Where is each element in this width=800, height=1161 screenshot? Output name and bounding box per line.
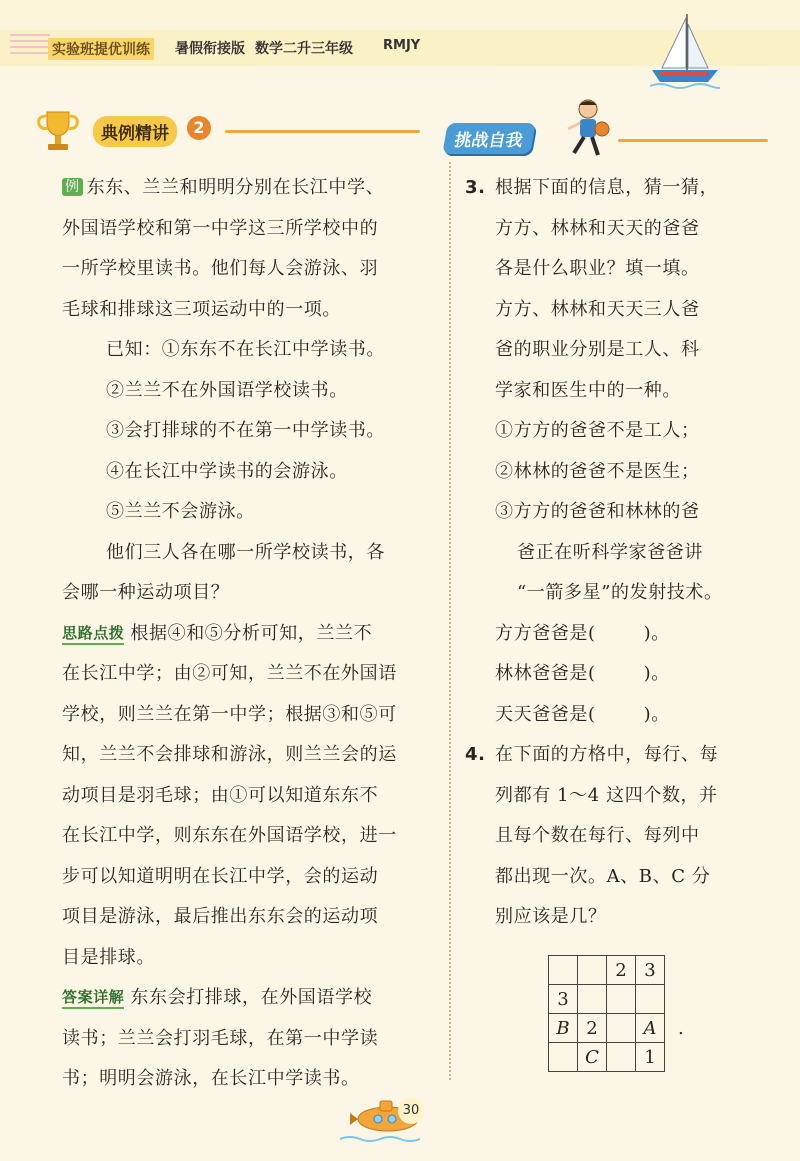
q3-clue: ③方方的爸爸和林林的爸 (495, 501, 700, 522)
q3-line: 方方、林林和天天三人爸 (495, 298, 700, 320)
grid-cell (607, 985, 636, 1014)
challenge-rule (618, 139, 768, 142)
grid-cell (607, 1014, 636, 1043)
trophy-icon (35, 108, 81, 152)
q4-line: 4. 在下面的方格中，每行、每 (465, 735, 765, 776)
grid-cell-c: C (578, 1043, 607, 1072)
grid-cell: 1 (636, 1043, 665, 1072)
grid-row (549, 956, 665, 985)
grade-label: 数学二升三年级 (255, 41, 353, 57)
grid-cell: 2 (607, 956, 636, 985)
known-condition: ③会打排球的不在第一中学读书。 (106, 420, 385, 441)
page-number: 30 (398, 1098, 424, 1124)
hint-line: 知，兰兰不会排球和游泳，则兰兰会的运 (62, 744, 397, 765)
q3-line: 学家和医生中的一种。 (495, 379, 681, 401)
example-line: 例 东东、兰兰和明明分别在长江中学、 (62, 168, 442, 209)
q4-line: 列都有 1～4 这四个数，并 (495, 784, 718, 806)
section-number: 2 (187, 116, 211, 140)
example-tag: 例 (62, 178, 83, 196)
publisher-code: RMJY (383, 38, 421, 53)
q3-fill-father-linlin: 林林爸爸是( )。 (495, 663, 670, 684)
q3-number: 3. (465, 177, 486, 198)
right-column (465, 168, 765, 938)
sailboat-icon (650, 10, 720, 90)
grid-row (549, 1014, 665, 1043)
hint-line: 项目是游泳，最后推出东东会的运动项 (62, 906, 379, 927)
grid-cell-a: A (636, 1014, 665, 1043)
grid-cell (636, 985, 665, 1014)
hint-line: 步可以知道明明在长江中学，会的运动 (62, 865, 379, 887)
grid-period: . (678, 1018, 684, 1039)
q3-line: 爸的职业分别是工人、科 (495, 339, 700, 360)
q4-line: 且每个数在每行、每列中 (495, 825, 700, 846)
example-line: 一所学校里读书。他们每人会游泳、羽 (62, 258, 379, 279)
q4-line: 别应该是几？ (495, 906, 607, 927)
grid-cell-b: B (549, 1014, 578, 1043)
q3-clue: 爸正在听科学家爸爸讲 (517, 541, 703, 563)
q3-fill-father-fangfang: 方方爸爸是( )。 (495, 622, 670, 644)
q3-line: 3. 根据下面的信息，猜一猜， (465, 168, 765, 209)
grid-cell: 3 (549, 985, 578, 1014)
answer-line: 书；明明会游泳，在长江中学读书。 (62, 1068, 360, 1089)
q3-clue: ①方方的爸爸不是工人； (495, 420, 700, 441)
known-condition: ⑤兰兰不会游泳。 (106, 501, 255, 522)
section-rule (225, 130, 420, 133)
answer-line: 读书；兰兰会打羽毛球，在第一中学读 (62, 1027, 379, 1049)
grid-cell (607, 1043, 636, 1072)
challenge-label: 挑战自我 (442, 123, 535, 154)
example-question: 他们三人各在哪一所学校读书，各 (106, 541, 385, 563)
grid-cell: 3 (636, 956, 665, 985)
known-condition: ②兰兰不在外国语学校读书。 (106, 379, 348, 401)
series-brand: 实验班提优训练 (48, 38, 154, 60)
hint-line: 在长江中学，则东东在外国语学校，进一 (62, 825, 397, 846)
q3-fill-father-tiantian: 天天爸爸是( )。 (495, 703, 670, 725)
challenge-title (440, 115, 770, 165)
hint-line: 在长江中学；由②可知，兰兰不在外国语 (62, 663, 397, 684)
grid-cell (578, 985, 607, 1014)
grid-cell: 2 (578, 1014, 607, 1043)
edition-label: 暑假衔接版 (175, 41, 245, 57)
q3-clue: ②林林的爸爸不是医生； (495, 460, 700, 482)
example-line: 外国语学校和第一中学这三所学校中的 (62, 217, 379, 239)
answer-tag: 答案详解 (62, 987, 124, 1009)
q3-clue: “一箭多星”的发射技术。 (517, 582, 723, 603)
hint-line: 学校，则兰兰在第一中学；根据③和⑤可 (62, 703, 397, 725)
q3-line: 各是什么职业？填一填。 (495, 258, 700, 279)
known-condition: ④在长江中学读书的会游泳。 (106, 460, 348, 482)
left-column (62, 168, 442, 1100)
grid-cell (578, 956, 607, 985)
answer-line: 答案详解 东东会打排球，在外国语学校 (62, 987, 373, 1008)
section-title (35, 108, 435, 152)
column-divider (449, 162, 451, 1080)
hint-line: 动项目是羽毛球；由①可以知道东东不 (62, 784, 379, 806)
q4-number: 4. (465, 744, 486, 765)
number-grid (548, 955, 665, 1072)
hint-line: 目是排球。 (62, 946, 155, 968)
example-line: 毛球和排球这三项运动中的一项。 (62, 298, 341, 320)
q3-line: 方方、林林和天天的爸爸 (495, 217, 700, 239)
grid-cell (549, 956, 578, 985)
header-stripes (10, 34, 50, 64)
grid-cell (549, 1043, 578, 1072)
hint-tag: 思路点拨 (62, 623, 124, 645)
hint-line: 思路点拨 根据④和⑤分析可知，兰兰不 (62, 622, 373, 644)
known-condition: 已知：①东东不在长江中学读书。 (106, 339, 385, 360)
grid-row (549, 985, 665, 1014)
section-label: 典例精讲 (93, 116, 177, 147)
page-header (0, 0, 800, 90)
grid-row (549, 1043, 665, 1072)
running-kid-icon (558, 97, 614, 161)
q4-line: 都出现一次。A、B、C 分 (495, 865, 711, 887)
example-question: 会哪一种运动项目？ (62, 582, 230, 603)
